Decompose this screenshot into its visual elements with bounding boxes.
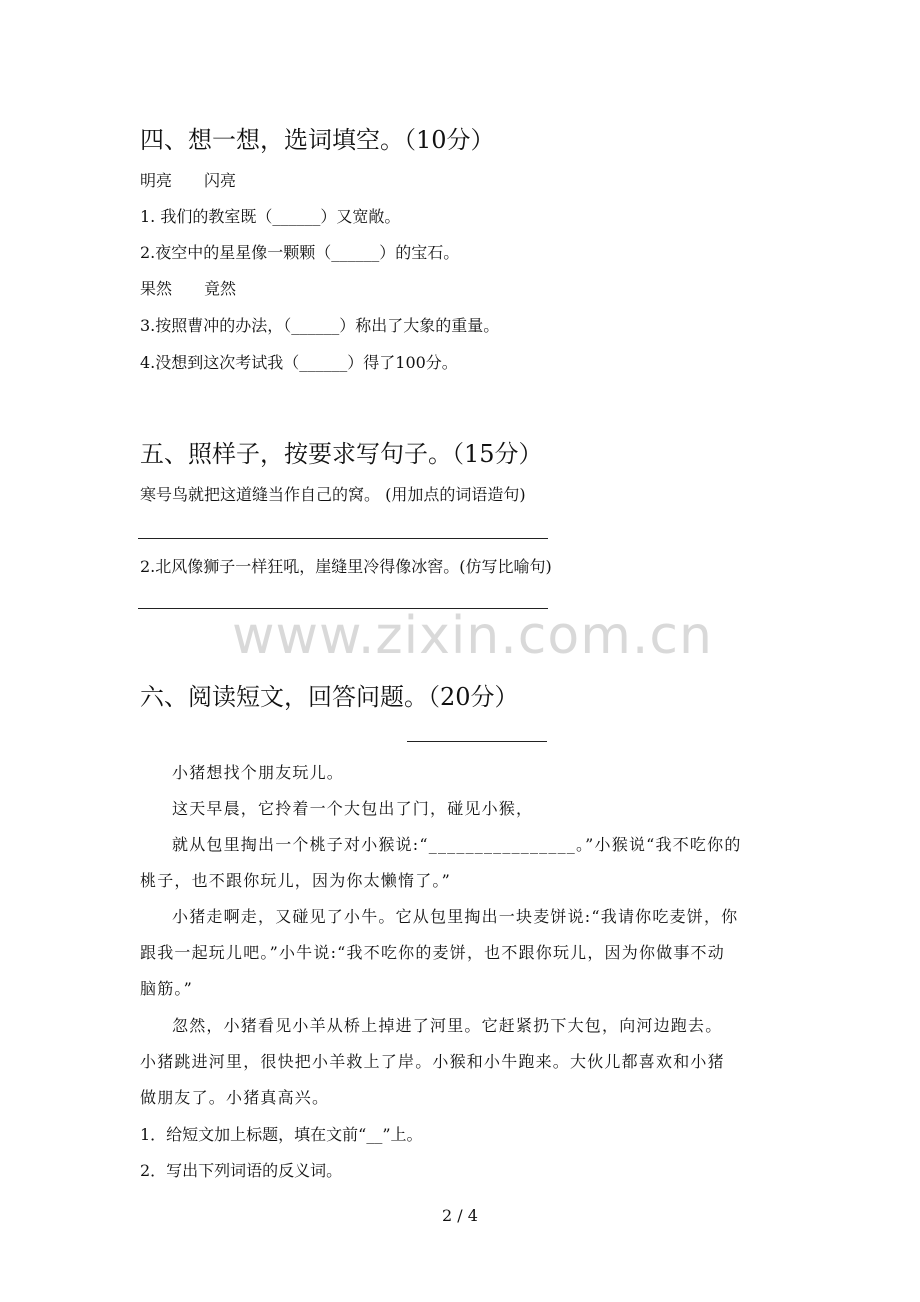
section-4-heading: 四、想一想，选词填空。（10分） — [140, 126, 495, 154]
passage-line: 脑筋。” — [140, 979, 193, 998]
watermark: www.zixin.com.cn — [232, 606, 713, 666]
question-5-2: 2.北风像狮子一样狂吼，崖缝里冷得像冰窖。(仿写比喻句) — [140, 557, 552, 576]
section-6-heading: 六、阅读短文，回答问题。（20分） — [140, 683, 519, 711]
passage-line: 小猪走啊走，又碰见了小牛。它从包里掏出一块麦饼说:“我请你吃麦饼，你 — [172, 907, 739, 926]
question-4-4: 4.没想到这次考试我（______）得了100分。 — [140, 353, 458, 372]
passage-line: 这天早晨，它拎着一个大包出了门，碰见小猴， — [172, 799, 534, 818]
question-4-3: 3.按照曹冲的办法，（______）称出了大象的重量。 — [140, 316, 500, 335]
answer-line — [138, 538, 548, 539]
passage-line: 小猪跳进河里，很快把小羊救上了岸。小猴和小牛跑来。大伙儿都喜欢和小猪 — [140, 1052, 725, 1071]
passage-line: 做朋友了。小猪真高兴。 — [140, 1088, 330, 1107]
page-number: 2 / 4 — [442, 1206, 478, 1225]
passage-line: 就从包里掏出一个桃子对小猴说:“________________。”小猴说“我不吃你的 — [172, 835, 742, 854]
word-choices-1: 明亮 闪亮 — [140, 171, 237, 190]
passage-line: 小猪想找个朋友玩儿。 — [172, 763, 345, 782]
question-4-1: 1. 我们的教室既（______）又宽敞。 — [140, 207, 401, 226]
title-blank-line — [407, 741, 547, 742]
passage-line: 桃子，也不跟你玩儿，因为你太懒惰了。” — [140, 871, 451, 890]
passage-line: 跟我一起玩儿吧。”小牛说:“我不吃你的麦饼，也不跟你玩儿，因为你做事不动 — [140, 943, 725, 962]
question-5-1: 寒号鸟就把这道缝当作自己的窝。 (用加点的词语造句) — [140, 485, 526, 504]
section-5-heading: 五、照样子，按要求写句子。（15分） — [140, 440, 543, 468]
question-6-2: 2．写出下列词语的反义词。 — [140, 1161, 343, 1180]
question-4-2: 2.夜空中的星星像一颗颗（______）的宝石。 — [140, 243, 460, 262]
word-choices-2: 果然 竟然 — [140, 279, 237, 298]
question-6-1: 1．给短文加上标题，填在文前“__”上。 — [140, 1125, 423, 1144]
passage-line: 忽然，小猪看见小羊从桥上掉进了河里。它赶紧扔下大包，向河边跑去。 — [172, 1016, 723, 1035]
